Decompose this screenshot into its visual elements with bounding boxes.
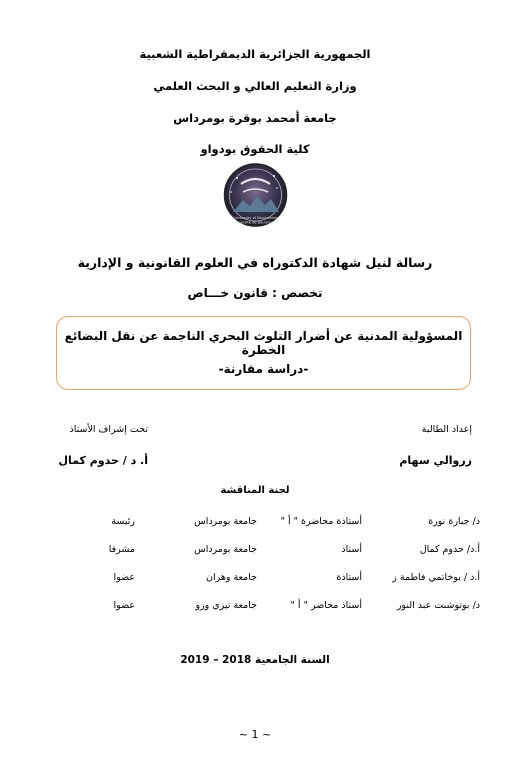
page-number: ~ 1 ~ xyxy=(238,728,272,741)
committee-member-university: جامعة وهران xyxy=(205,572,257,583)
committee-member-rank: أستاذة xyxy=(336,572,362,583)
committee-member-name: د/ بوتوشنت عبد النور xyxy=(396,600,480,611)
committee-member-rank: أستاذة محاضرة " أ " xyxy=(280,516,362,527)
university-logo xyxy=(219,162,292,232)
committee-member-name: أ.د / بوخاتمي فاطمة ز xyxy=(392,572,480,583)
committee-member-role: رئيسة xyxy=(111,516,135,527)
thesis-subtitle: -دراسة مقارنة- xyxy=(218,362,309,376)
committee-member-role: مشرفا xyxy=(108,544,135,555)
committee-heading: لجنة المناقشة xyxy=(220,485,290,496)
supervisor-name: أ. د / حدوم كمال xyxy=(58,454,148,467)
supervisor-label: تحت إشراف الأستاذ xyxy=(69,424,148,435)
committee-member-university: جامعة تيزي وزو xyxy=(195,600,257,611)
committee-member-rank: أستاذ محاضر " أ " xyxy=(290,600,362,611)
logo-emblem-icon xyxy=(219,162,292,232)
thesis-degree: رسالة لنيل شهادة الدكتوراه في العلوم القانونية و الإدارية xyxy=(77,255,433,270)
header-faculty: كلية الحقوق بودواو xyxy=(200,142,310,156)
committee-member-role: عضوا xyxy=(113,600,135,611)
header-republic: الجمهورية الجزائرية الديمقراطية الشعبية xyxy=(139,47,371,61)
committee-member-role: عضوا xyxy=(113,572,135,583)
committee-member-name: د/ جبارة نورة xyxy=(428,516,480,527)
committee-member-name: أ.د/ حدوم كمال xyxy=(419,544,480,555)
header-ministry: وزارة التعليم العالي و البحث العلمي xyxy=(153,79,357,93)
header-university: جامعة أمحمد بوقرة بومرداس xyxy=(173,111,337,125)
logo-line-2: Université de Boumerdes xyxy=(232,220,279,225)
logo-line-1: University of Boumerdes xyxy=(233,216,278,220)
student-name: زروالي سهام xyxy=(399,454,472,467)
committee-member-university: جامعة بومرداس xyxy=(194,516,257,527)
academic-year: السنة الجامعية 2018 – 2019 xyxy=(180,654,330,666)
prepared-by-label: إعداد الطالبة xyxy=(421,424,472,435)
thesis-title: المسؤولية المدنية عن أضرار التلوث البحري الناجمة عن نقل البضائع الخطرة xyxy=(64,329,463,357)
committee-member-rank: أستاذ xyxy=(341,544,362,555)
thesis-specialty: تخصص : قانون خـــاص xyxy=(187,286,323,300)
committee-member-university: جامعة بومرداس xyxy=(194,544,257,555)
thesis-title-box xyxy=(56,316,471,390)
